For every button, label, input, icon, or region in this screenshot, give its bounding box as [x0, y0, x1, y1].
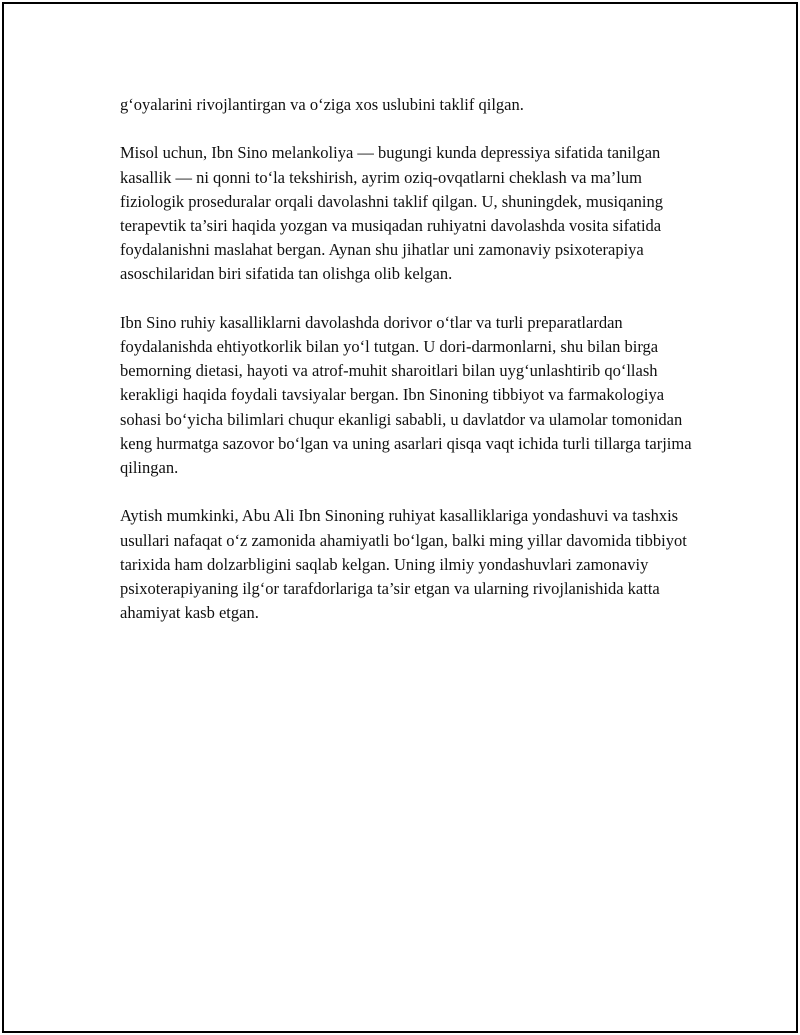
paragraph: g‘oyalarini rivojlantirgan va o‘ziga xos uslubini taklif qilgan.	[120, 95, 524, 114]
paragraph: Aytish mumkinki, Abu Ali Ibn Sinoning ruhiyat kasalliklariga yondashuvi va tashxis usullari nafaqat o‘z zamonida ahamiyatli bo‘lgan, balki ming yillar davomida tibbiyot tarixida ham dolzarbligini saqlab kelgan. Uning ilmiy yondashuvlari zamonaviy psixoterapiyaning ilg‘or tarafdorlariga ta’sir etgan va ularning rivojlanishida katta ahamiyat kasb etgan.	[120, 506, 687, 623]
paragraph: Ibn Sino ruhiy kasalliklarni davolashda dorivor o‘tlar va turli preparatlardan foydalanishda ehtiyotkorlik bilan yo‘l tutgan. U dori-darmonlarni, shu bilan birga bemorning dietasi, hayoti va atrof-muhit sharoitlari bilan uyg‘unlashtirib qo‘llash kerakligi haqida foydali tavsiyalar bergan. Ibn Sinoning tibbiyot va farmakologiya sohasi bo‘yicha bilimlari chuqur ekanligi sababli, u davlatdor va ulamolar tomonidan keng hurmatga sazovor bo‘lgan va uning asarlari qisqa vaqt ichida turli tillarga tarjima qilingan.	[120, 312, 692, 478]
page-body	[120, 93, 700, 650]
document-page	[2, 2, 798, 1033]
paragraph: Misol uchun, Ibn Sino melankoliya — bugungi kunda depressiya sifatida tanilgan kasallik — ni qonni to‘la tekshirish, ayrim oziq-ovqatlarni cheklash va ma’lum fiziologik proseduralar orqali davolashni taklif qilgan. U, shuningdek, musiqaning terapevtik ta’siri haqida yozgan va musiqadan ruhiyatni davolashda vosita sifatida foydalanishni maslahat bergan. Aynan shu jihatlar uni zamonaviy psixoterapiya asoschilaridan biri sifatida tan olishga olib kelgan.	[120, 143, 664, 284]
